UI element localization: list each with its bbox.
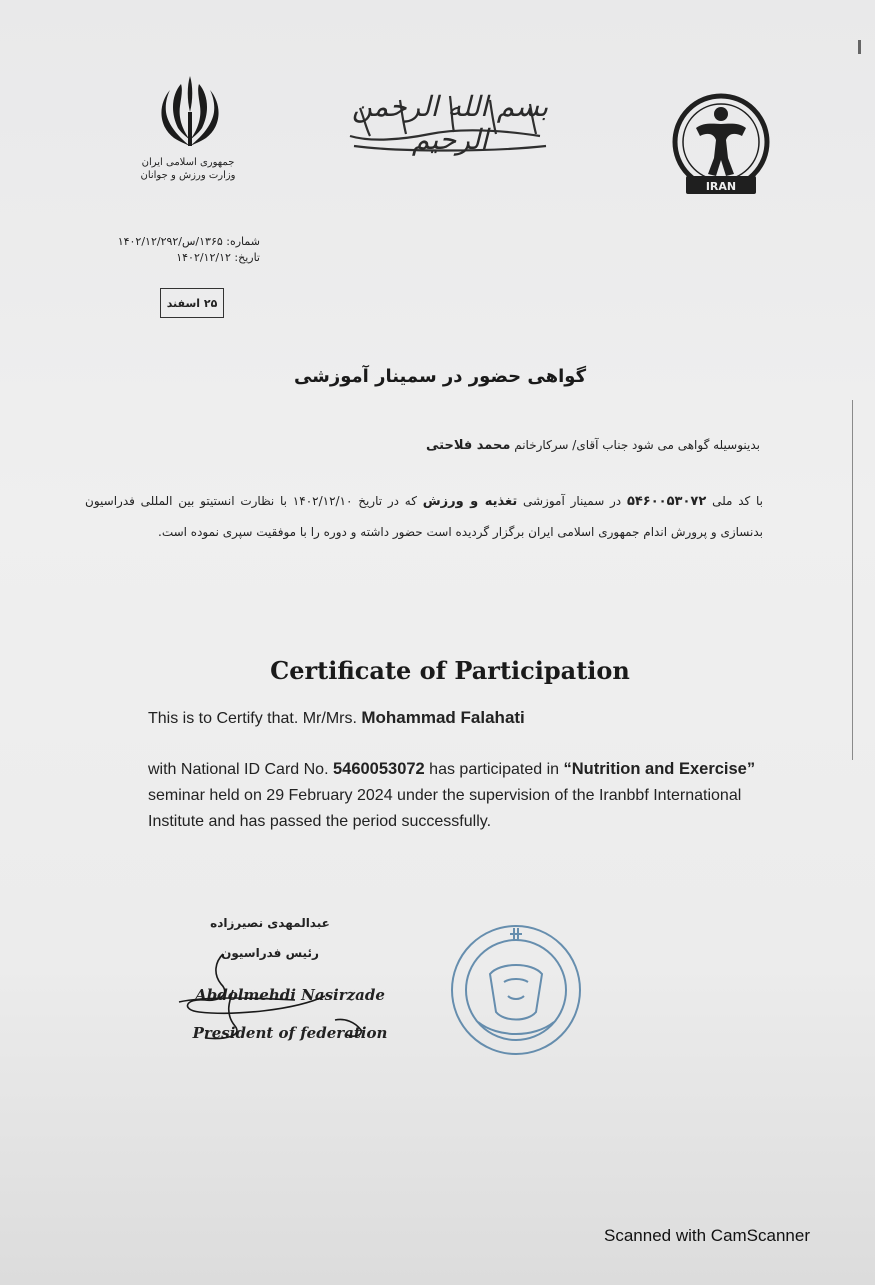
ministry-line-2: وزارت ورزش و جوانان xyxy=(140,170,236,181)
signer-role-persian: رئیس فدراسیون xyxy=(221,946,319,960)
persian-recipient-prefix: بدینوسیله گواهی می شود جناب آقای/ سرکارخانم xyxy=(510,438,760,452)
basmala-text: بسم الله الرحمن الرحيم xyxy=(351,90,549,156)
iran-logo-text: IRAN xyxy=(705,180,737,193)
letter-date: تاریخ: ۱۴۰۲/۱۲/۱۲ xyxy=(176,251,260,264)
ministry-caption xyxy=(118,156,258,182)
persian-body-part3: که در تاریخ ۱۴۰۲/۱۲/۱۰ با نظارت انستیتو بین المللی فدراسیون بدنسازی و پرورش اندام جمهوری اسلامی ایران برگزار گردیده است حضور داشته و دوره را با موفقیت سپری نموده است. xyxy=(85,494,763,539)
federation-stamp xyxy=(448,922,584,1058)
english-recipient-name: Mohammad Falahati xyxy=(361,708,525,727)
letter-number: شماره: ۱۳۶۵/س/۱۴۰۲/۱۲/۲۹۲ xyxy=(117,235,260,248)
persian-title: گواهی حضور در سمینار آموزشی xyxy=(293,366,587,387)
english-title: Certificate of Participation xyxy=(270,656,630,685)
english-body-part3: seminar held on 29 February 2024 under the supervision of the Iranbbf International Institute and has passed the period successfully. xyxy=(148,787,742,830)
signer-name-english: Abdolmehdi Nasirzade xyxy=(195,986,385,1004)
english-body-part2: has participated in xyxy=(424,761,564,778)
english-seminar-name: “Nutrition and Exercise” xyxy=(563,760,756,778)
persian-recipient-name: محمد فلاحتی xyxy=(426,438,511,453)
federation-logo-icon xyxy=(668,88,774,212)
handwritten-signature xyxy=(175,940,385,1050)
signer-name-persian: عبدالمهدی نصیرزاده xyxy=(210,916,330,930)
persian-body-part2: در سمینار آموزشی xyxy=(517,494,627,508)
english-body xyxy=(148,756,763,835)
english-national-id: 5460053072 xyxy=(332,760,425,778)
persian-body xyxy=(85,486,763,548)
date-box xyxy=(160,288,224,318)
camscanner-watermark: Scanned with CamScanner xyxy=(604,1226,811,1245)
persian-national-id: ۵۴۶۰۰۵۳۰۷۲ xyxy=(626,494,707,509)
english-body-part1: with National ID Card No. xyxy=(148,761,333,778)
letter-meta xyxy=(100,234,260,266)
ministry-line-1: جمهوری اسلامی ایران xyxy=(141,157,235,168)
page-edge-line xyxy=(852,400,853,760)
iran-emblem-icon xyxy=(150,72,230,152)
english-recipient-line xyxy=(148,708,768,728)
persian-seminar-name: تغذیه و ورزش xyxy=(422,494,518,509)
signer-role-english: President of federation xyxy=(192,1024,388,1042)
persian-body-part1: با کد ملی xyxy=(706,494,764,508)
english-recipient-prefix: This is to Certify that. Mr/Mrs. xyxy=(148,710,362,727)
date-box-text: ۲۵ اسفند xyxy=(166,296,218,310)
persian-recipient-line xyxy=(300,438,760,453)
corner-mark xyxy=(858,40,861,54)
